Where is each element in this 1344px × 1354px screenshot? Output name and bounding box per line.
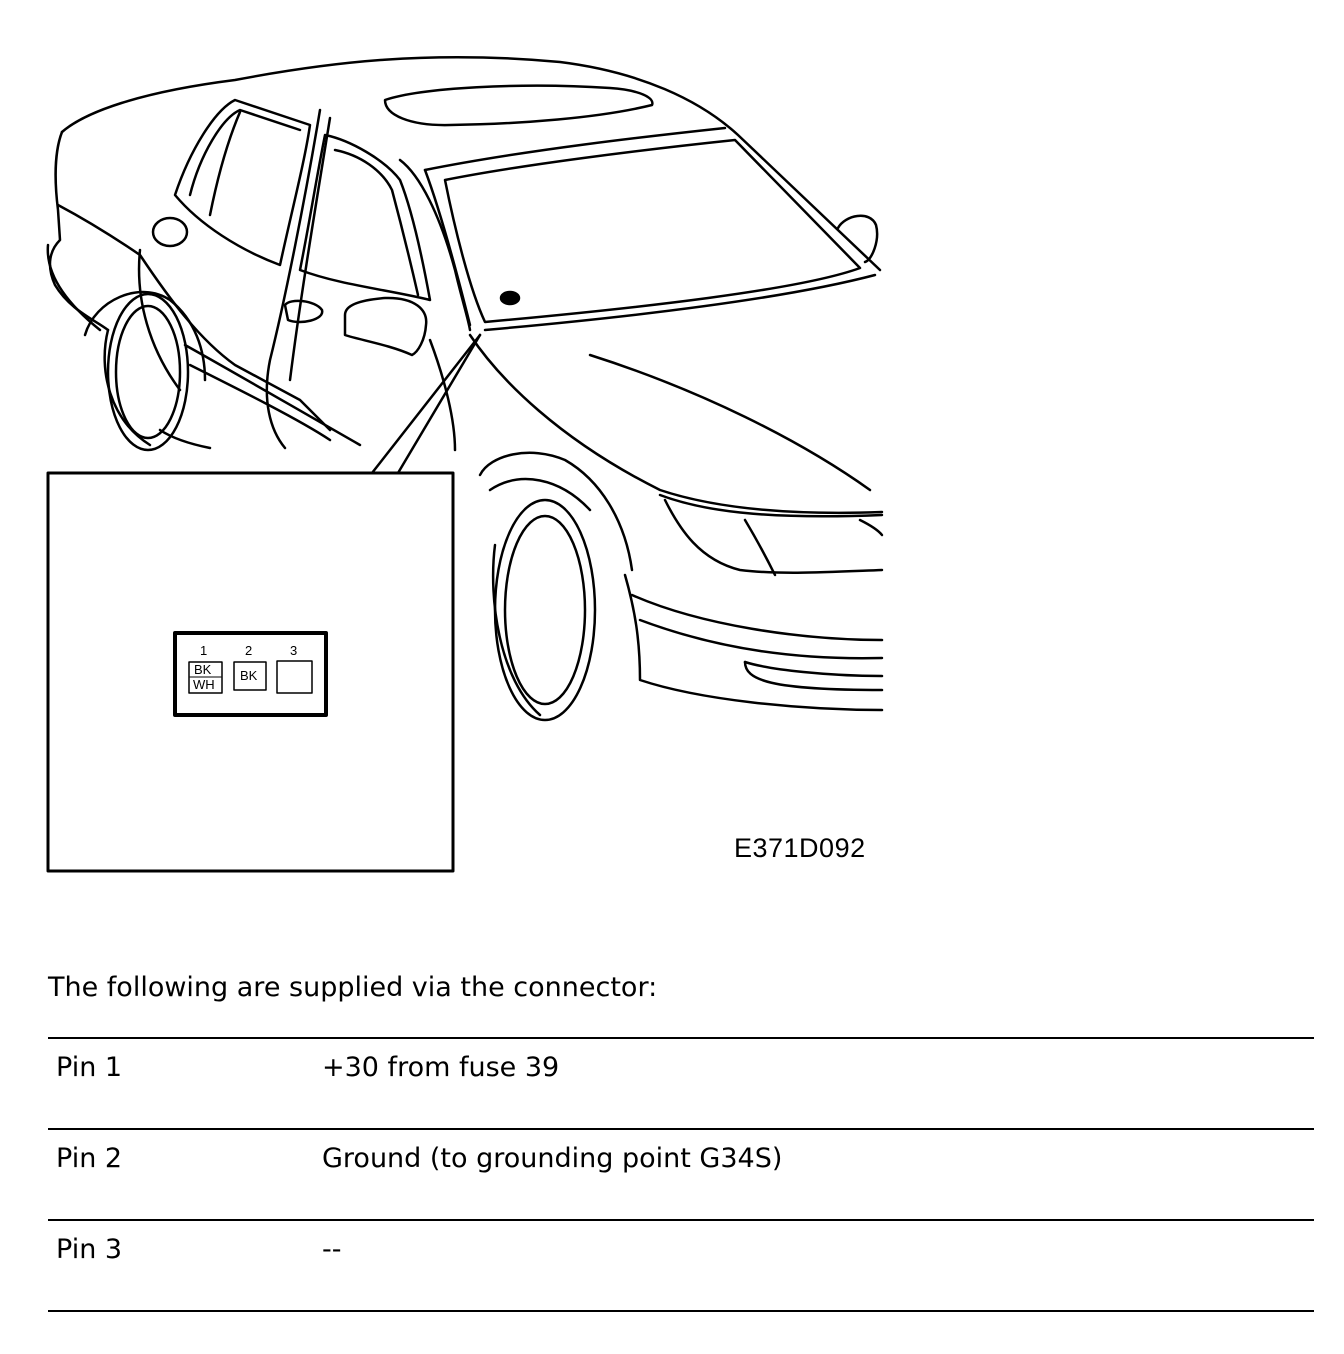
intro-text: The following are supplied via the connector: — [48, 972, 658, 1003]
pin-1-wire-color-top: BK — [194, 662, 212, 677]
figure-code: E371D092 — [734, 833, 866, 863]
pin-2-number: 2 — [245, 643, 253, 658]
table-row — [48, 1222, 1314, 1312]
table-row — [48, 1131, 1314, 1221]
pin-3-number: 3 — [290, 643, 298, 658]
pin-description: Ground (to grounding point G34S) — [322, 1143, 783, 1174]
table-rule — [48, 1219, 1314, 1221]
pin-2-wire-color: BK — [240, 668, 258, 683]
pin-label: Pin 2 — [56, 1143, 123, 1174]
table-row — [48, 1040, 1314, 1130]
table-rule — [48, 1128, 1314, 1130]
pin-description: -- — [322, 1234, 342, 1265]
table-rule-top — [48, 1037, 1314, 1039]
pin-1-number: 1 — [200, 643, 208, 658]
table-rule-bottom — [48, 1310, 1314, 1312]
pin-1-wire-color-bottom: WH — [193, 677, 215, 692]
pin-label: Pin 3 — [56, 1234, 123, 1265]
pin-label: Pin 1 — [56, 1052, 123, 1083]
pin-description: +30 from fuse 39 — [322, 1052, 560, 1083]
